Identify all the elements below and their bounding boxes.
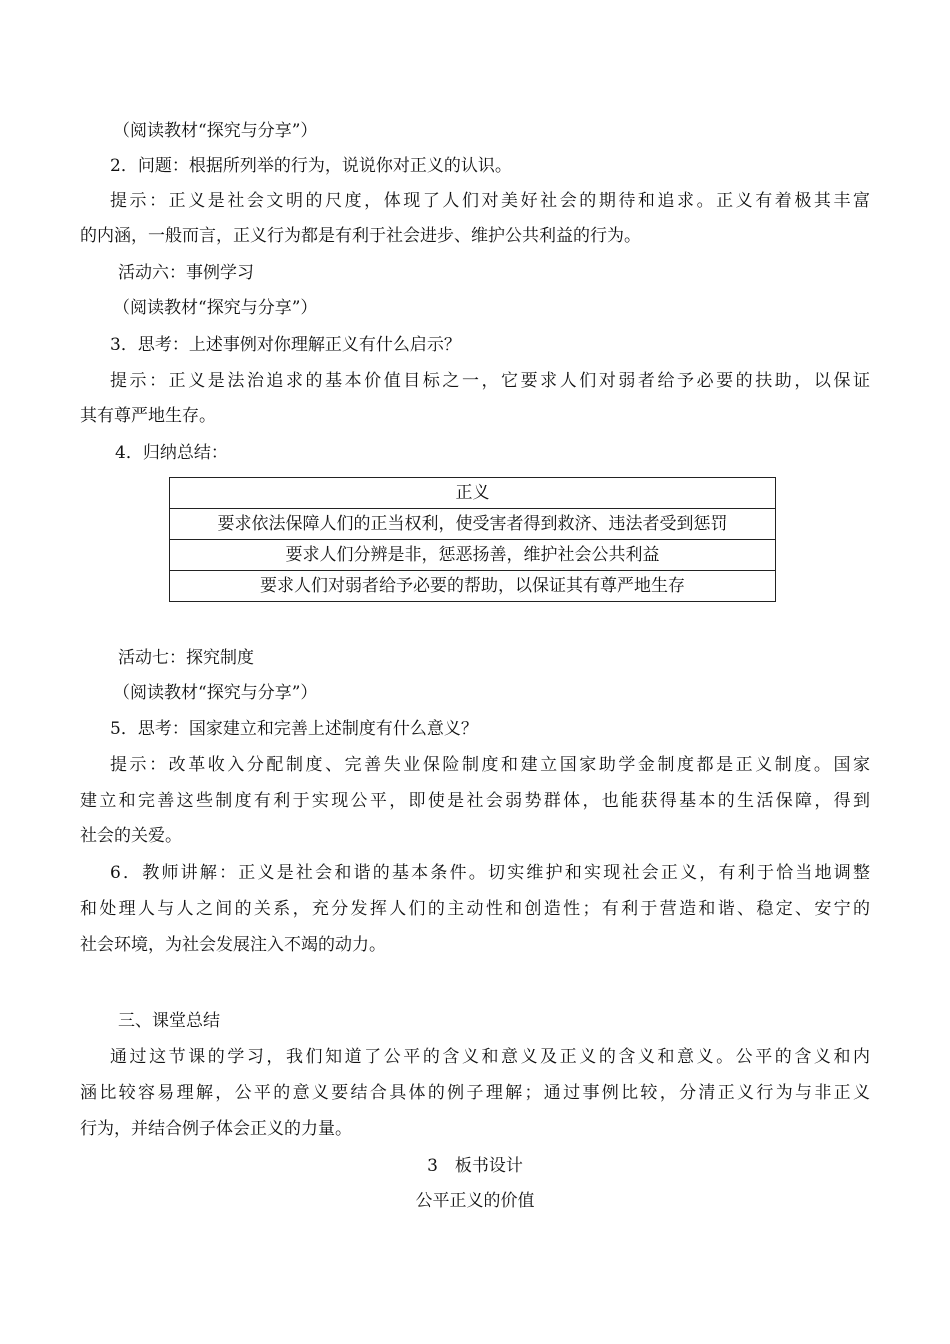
hint-line: 社会的关爱。 xyxy=(80,826,182,846)
activity-7-heading: 活动七：探究制度 xyxy=(118,648,254,668)
hint-line: 建立和完善这些制度有利于实现公平，即使是社会弱势群体，也能获得基本的生活保障，得到 xyxy=(80,791,870,811)
summary-heading: 4．归纳总结： xyxy=(115,443,228,463)
summary-paragraph: 涵比较容易理解，公平的意义要结合具体的例子理解；通过事例比较，分清正义行为与非正义 xyxy=(80,1083,870,1103)
text-line: （阅读教材“探究与分享”） xyxy=(113,683,318,703)
teacher-explanation: 和处理人与人之间的关系，充分发挥人们的主动性和创造性；有利于营造和谐、稳定、安宁的 xyxy=(80,899,870,919)
table-row xyxy=(170,571,776,602)
table-cell: 要求人们对弱者给予必要的帮助，以保证其有尊严地生存 xyxy=(170,571,776,602)
text-line: （阅读教材“探究与分享”） xyxy=(113,298,318,318)
teacher-explanation: 6．教师讲解：正义是社会和谐的基本条件。切实维护和实现社会正义，有利于恰当地调整 xyxy=(110,863,870,883)
hint-line: 提示：正义是社会文明的尺度，体现了人们对美好社会的期待和追求。正义有着极其丰富 xyxy=(110,191,870,211)
table-row xyxy=(170,509,776,540)
table-cell: 要求人们分辨是非，惩恶扬善，维护社会公共利益 xyxy=(170,540,776,571)
justice-summary-table xyxy=(169,477,776,602)
table-row xyxy=(170,540,776,571)
board-design-title: 公平正义的价值 xyxy=(415,1191,535,1211)
activity-6-heading: 活动六：事例学习 xyxy=(118,263,254,283)
hint-line: 其有尊严地生存。 xyxy=(80,406,216,426)
table-cell: 要求依法保障人们的正当权利，使受害者得到救济、违法者受到惩罚 xyxy=(170,509,776,540)
hint-line: 的内涵，一般而言，正义行为都是有利于社会进步、维护公共利益的行为。 xyxy=(80,226,641,246)
hint-line: 提示：改革收入分配制度、完善失业保险制度和建立国家助学金制度都是正义制度。国家 xyxy=(110,755,870,775)
text-line: （阅读教材“探究与分享”） xyxy=(113,121,318,141)
table-header-cell: 正义 xyxy=(170,478,776,509)
hint-line: 提示：正义是法治追求的基本价值目标之一，它要求人们对弱者给予必要的扶助，以保证 xyxy=(110,371,870,391)
section-3-heading: 三、课堂总结 xyxy=(118,1011,220,1031)
board-design-heading: 3 板书设计 xyxy=(427,1156,523,1176)
question-5: 5．思考：国家建立和完善上述制度有什么意义？ xyxy=(110,719,478,739)
summary-paragraph: 行为，并结合例子体会正义的力量。 xyxy=(80,1119,352,1139)
question-2: 2．问题：根据所列举的行为，说说你对正义的认识。 xyxy=(110,156,512,176)
teacher-explanation: 社会环境，为社会发展注入不竭的动力。 xyxy=(80,935,386,955)
summary-paragraph: 通过这节课的学习，我们知道了公平的含义和意义及正义的含义和意义。公平的含义和内 xyxy=(110,1047,870,1067)
table-row xyxy=(170,478,776,509)
question-3: 3．思考：上述事例对你理解正义有什么启示？ xyxy=(110,335,461,355)
